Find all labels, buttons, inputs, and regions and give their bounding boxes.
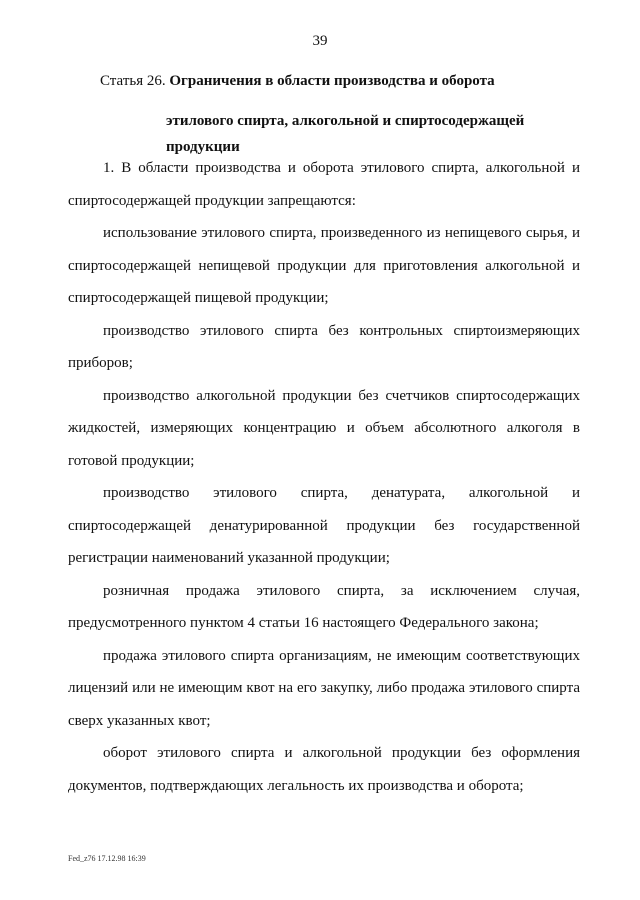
footer-file-stamp: Fed_z76 17.12.98 16:39: [68, 854, 146, 863]
page-number: 39: [312, 33, 328, 49]
paragraph-item-no-documents: оборот этилового спирта и алкогольной продукции без оформления документов, подтверждающих легальность их производства и оборота;: [68, 745, 580, 794]
paragraph-item-no-counters: производство алкогольной продукции без счетчиков спиртосодержащих жидкостей, измеряющих концентрацию и объем абсолютного алкоголя в готовой продукции;: [68, 387, 580, 469]
paragraph-item-no-registration: производство этилового спирта, денатурата, алкогольной и спиртосодержащей денатурированной продукции без государственной регистрации наименований указанной продукции;: [68, 485, 580, 566]
paragraph-intro: 1. В области производства и оборота этилового спирта, алкогольной и спиртосодержащей продукции запрещаются:: [68, 160, 580, 209]
article-title-part2: этилового спирта, алкогольной и спиртосодержащей продукции: [166, 113, 525, 155]
paragraph-item-no-meters: производство этилового спирта без контрольных спиртоизмеряющих приборов;: [68, 322, 580, 371]
paragraph-item-sale-no-license: продажа этилового спирта организациям, не имеющим соответствующих лицензий или не имеющим квот на его закупку, либо продажа этилового спирта сверх указанных квот;: [68, 647, 580, 729]
article-heading-line1: [100, 68, 580, 108]
article-title-part1: Ограничения в области производства и оборота: [169, 73, 495, 89]
paragraph-item-retail-sale: розничная продажа этилового спирта, за исключением случая, предусмотренного пунктом 4 статьи 16 настоящего Федерального закона;: [68, 582, 580, 631]
article-body: [68, 152, 580, 802]
paragraph-item-nonfood-raw: использование этилового спирта, произведенного из непищевого сырья, и спиртосодержащей непищевой продукции для приготовления алкогольной и спиртосодержащей пищевой продукции;: [68, 225, 580, 306]
article-heading: [100, 68, 580, 160]
article-label: Статья 26.: [100, 73, 166, 89]
